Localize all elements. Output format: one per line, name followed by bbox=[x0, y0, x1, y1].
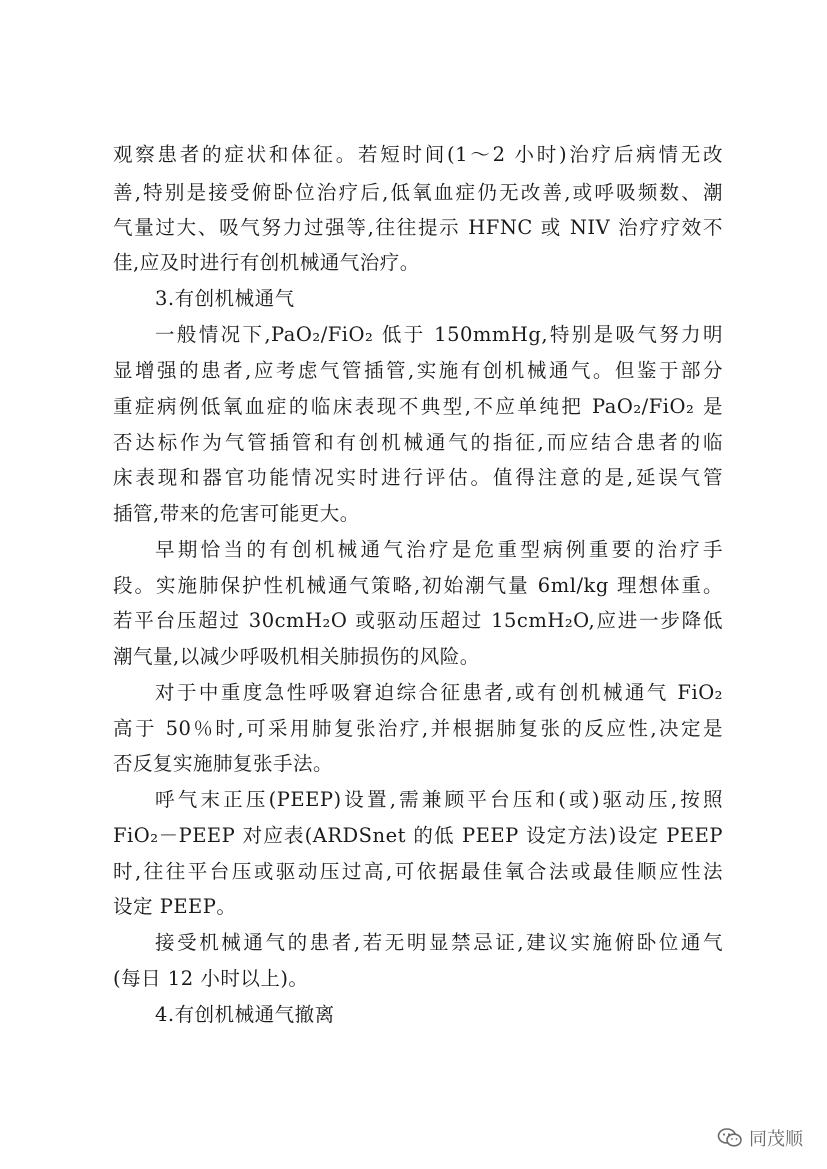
text-line: 设定 PEEP。 bbox=[113, 895, 237, 918]
section-heading: 3.有创机械通气 bbox=[155, 287, 295, 310]
text-line: 否达标作为气管插管和有创机械通气的指征,而应结合患者的临 bbox=[113, 431, 723, 454]
text-line: 一般情况下,PaO₂/FiO₂ 低于 150mmHg,特别是吸气努力明 bbox=[155, 323, 723, 346]
text-line: 气量过大、吸气努力过强等,往往提示 HFNC 或 NIV 治疗疗效不 bbox=[113, 216, 723, 239]
text-line: 早期恰当的有创机械通气治疗是危重型病例重要的治疗手 bbox=[155, 538, 723, 561]
text-line: 重症病例低氧血症的临床表现不典型,不应单纯把 PaO₂/FiO₂ 是 bbox=[113, 395, 723, 418]
text-line: 对于中重度急性呼吸窘迫综合征患者,或有创机械通气 FiO₂ bbox=[155, 681, 723, 704]
text-line: FiO₂－PEEP 对应表(ARDSnet 的低 PEEP 设定方法)设定 PEEP bbox=[113, 824, 723, 847]
text-line: 时,往往平台压或驱动压过高,可依据最佳氧合法或最佳顺应性法 bbox=[113, 860, 723, 883]
text-line: (每日 12 小时以上)。 bbox=[113, 967, 309, 990]
text-line: 接受机械通气的患者,若无明显禁忌证,建议实施俯卧位通气 bbox=[155, 931, 723, 954]
text-line: 观察患者的症状和体征。若短时间(1～2 小时)治疗后病情无改 bbox=[113, 143, 723, 166]
text-line: 插管,带来的危害可能更大。 bbox=[113, 502, 360, 525]
text-line: 佳,应及时进行有创机械通气治疗。 bbox=[113, 251, 420, 274]
text-line: 潮气量,以减少呼吸机相关肺损伤的风险。 bbox=[113, 645, 480, 668]
text-line: 否反复实施肺复张手法。 bbox=[113, 752, 334, 775]
text-line: 床表现和器官功能情况实时进行评估。值得注意的是,延误气管 bbox=[113, 466, 723, 489]
watermark-label: 同茂顺 bbox=[749, 1129, 803, 1150]
text-line: 显增强的患者,应考虑气管插管,实施有创机械通气。但鉴于部分 bbox=[113, 359, 723, 382]
text-line: 高于 50％时,可采用肺复张治疗,并根据肺复张的反应性,决定是 bbox=[113, 717, 723, 740]
section-heading: 4.有创机械通气撤离 bbox=[155, 1003, 335, 1026]
text-line: 若平台压超过 30cmH₂O 或驱动压超过 15cmH₂O,应进一步降低 bbox=[113, 609, 723, 632]
watermark bbox=[717, 1125, 803, 1151]
text-line: 呼气末正压(PEEP)设置,需兼顾平台压和(或)驱动压,按照 bbox=[155, 788, 723, 811]
text-line: 段。实施肺保护性机械通气策略,初始潮气量 6ml/kg 理想体重。 bbox=[113, 574, 723, 597]
wechat-channel-icon bbox=[717, 1127, 743, 1149]
text-line: 善,特别是接受俯卧位治疗后,低氧血症仍无改善,或呼吸频数、潮 bbox=[113, 181, 723, 204]
